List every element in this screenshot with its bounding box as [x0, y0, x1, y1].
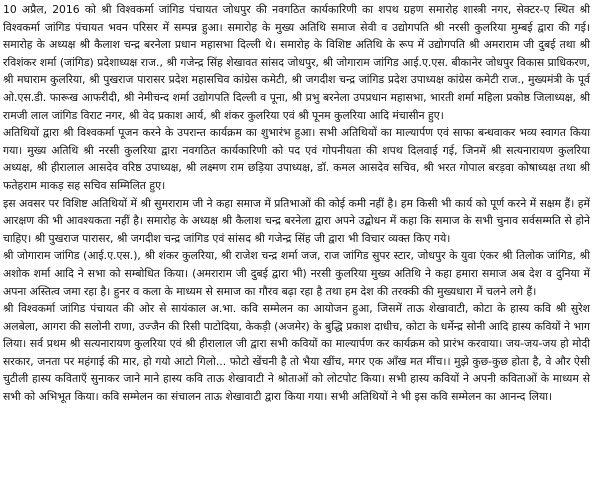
article-body: [3, 0, 590, 406]
paragraph-speeches: इस अवसर पर विशिष्ट अतिथियों में श्री सुमराराम जी ने कहा समाज में प्रतिभाओं की कोई कमी नहीं है। हम किसी भी कार्य को पूर्ण करने में सक्षम हैं। हमें आरक्षण की भी आवश्यकता नहीं है। समारोह के अध्यक्ष श्री कैलाश चन्द्र बरनेला द्वारा अपने उद्बोधन में कहा कि समाज के सभी चुनाव सर्वसम्मति से होने चाहिए। श्री पुखराज पारासर, श्री जगदीश चन्द्र जांगिड एवं सांसद श्री गजेन्द्र सिंह जी द्वारा भी विचार व्यक्त किए गये।: [3, 196, 590, 245]
paragraph-ceremony-intro: 10 अप्रैल, 2016 को श्री विश्वकर्मा जांगिड पंचायत जोधपुर की नवगठित कार्यकारिणी का शपथ ग्रहण समारोह शास्त्री नगर, सेक्टर-ए स्थित श्री विश्वकर्मा जांगिड पंचायत भवन परिसर में सम्पन्न हुआ। समारोह के मुख्य अतिथि समाज सेवी व उद्योगपति श्री नरसी कुलरिया मुम्बई द्वारा की गई। समारोह के अध्यक्ष श्री कैलाश चन्द्र बरनेला प्रधान महासभा दिल्ली थे। समारोह के विशिष्ट अतिथि के रूप में उद्योगपति श्री अमराराम जी दुबई तथा श्री रविशंकर शर्मा (जांगिड) प्रदेशाध्यक्ष राज., श्री गजेन्द्र सिंह शेखावत सांसद जोधपुर, श्री जोगाराम जांगिड आई.ए.एस. बीकानेर जोधपुर विकास प्राधिकरण, श्री मघाराम कुलरिया, श्री पुखराज पारासर प्रदेश महासचिव कांग्रेस कमेटी, श्री जगदीश चन्द्र जांगिड प्रदेश उपाध्यक्ष कांग्रेस कमेटी राज., मुख्यमंत्री के पूर्व ओ.एस.डी. फारूख आफरीदी, श्री नेमीचन्द शर्मा उद्योगपति दिल्ली व पूना, श्री प्रभु बरनेला उपप्रधान महासभा, भारती शर्मा महिला प्रकोष्ठ जिलाध्यक्ष, श्री रामजी लाल जांगिड विराट नगर, श्री वेद प्रकाश आर्य, श्री शंकर कुलरिया एवं श्री पूनम कुलरिया आदि मंचासीन हुए।: [3, 3, 590, 122]
paragraph-poetry-event: श्री विश्वकर्मा जांगिड पंचायत की ओर से सायंकाल अ.भा. कवि सम्मेलन का आयोजन हुआ, जिसमें ताऊ शेखावाटी, कोटा के हास्य कवि श्री सुरेश अलबेला, आगरा की सलोनी राणा, उज्जैन की रिसी पाटोदिया, केकड़ी (अजमेर) के बुद्धि प्रकाश दाधीच, कोटा के धर्मेन्द्र सोनी आदि हास्य कवियों ने भाग लिया। सर्व प्रथम श्री सत्यनारायण कुलरिया एवं श्री हीरालाल जी द्वारा सभी कवियों का माल्यार्पण कर कार्यक्रम को प्रारंभ करवाया। जय-जय-जय हो मोदी सरकार, जनता पर महंगाई की मार, हो गयो आटो गिलो... फोटो खेंचनी है तो भैया खींच, मगर एक आँख मत मींच।। मुझे कुछ-कुछ होता है, वे और ऐसी चुटीली हास्य कविताएँ सुनाकर जाने माने हास्य कवि ताऊ शेखावाटी ने श्रोताओं को लोटपोट किया। सभी हास्य कवियों ने अपनी कविताओं के माध्यम से सभी को अभिभूत किया। कवि सम्मेलन का संचालन ताऊ शेखावाटी द्वारा किया गया। सभी अतिथियों ने भी इस कवि सम्मेलन का आनन्द लिया।: [3, 302, 590, 404]
paragraph-addresses: श्री जोगाराम जांगिड (आई.ए.एस.), श्री शंकर कुलरिया, श्री राजेश चन्द्र शर्मा जज, राज जांगिड सुपर स्टार, जोधपुर के युवा एंकर श्री तिलोक जांगिड, श्री अशोक शर्मा आदि ने सभा को सम्बोधित किया। (अमराराम जी दुबई द्वारा भी) नरसी कुलरिया मुख्य अतिथि ने कहा हमारा समाज अब देश व दुनिया में अपना अस्तित्व जमा रहा है। हुनर व कला के माध्यम से समाज का गौरव बढ़ा रहा है तथा हम देश की तरक्की की मुख्यधारा में चलने लगे हैं।: [3, 249, 590, 298]
paragraph-oath: अतिथियों द्वारा श्री विश्वकर्मा पूजन करने के उपरान्त कार्यक्रम का शुभारंभ हुआ। सभी अतिथियों का माल्यार्पण एवं साफा बन्धवाकर भव्य स्वागत किया गया। मुख्य अतिथि श्री नरसी कुलरिया द्वारा नवगठित कार्यकारिणी को पद एवं गोपनीयता की शपथ दिलवाई गई, जिनमें श्री सत्यनारायण कुलरिया अध्यक्ष, श्री हीरालाल आसदेव वरिष्ठ उपाध्यक्ष, श्री लक्ष्मण राम छड़िया उपाध्यक्ष, डॉ. कमल आसदेव सचिव, श्री भरत गोपाल बरड़वा कोषाध्यक्ष तथा श्री फतेहराम माकड़ सह सचिव सम्मिलित हुए।: [3, 126, 590, 192]
